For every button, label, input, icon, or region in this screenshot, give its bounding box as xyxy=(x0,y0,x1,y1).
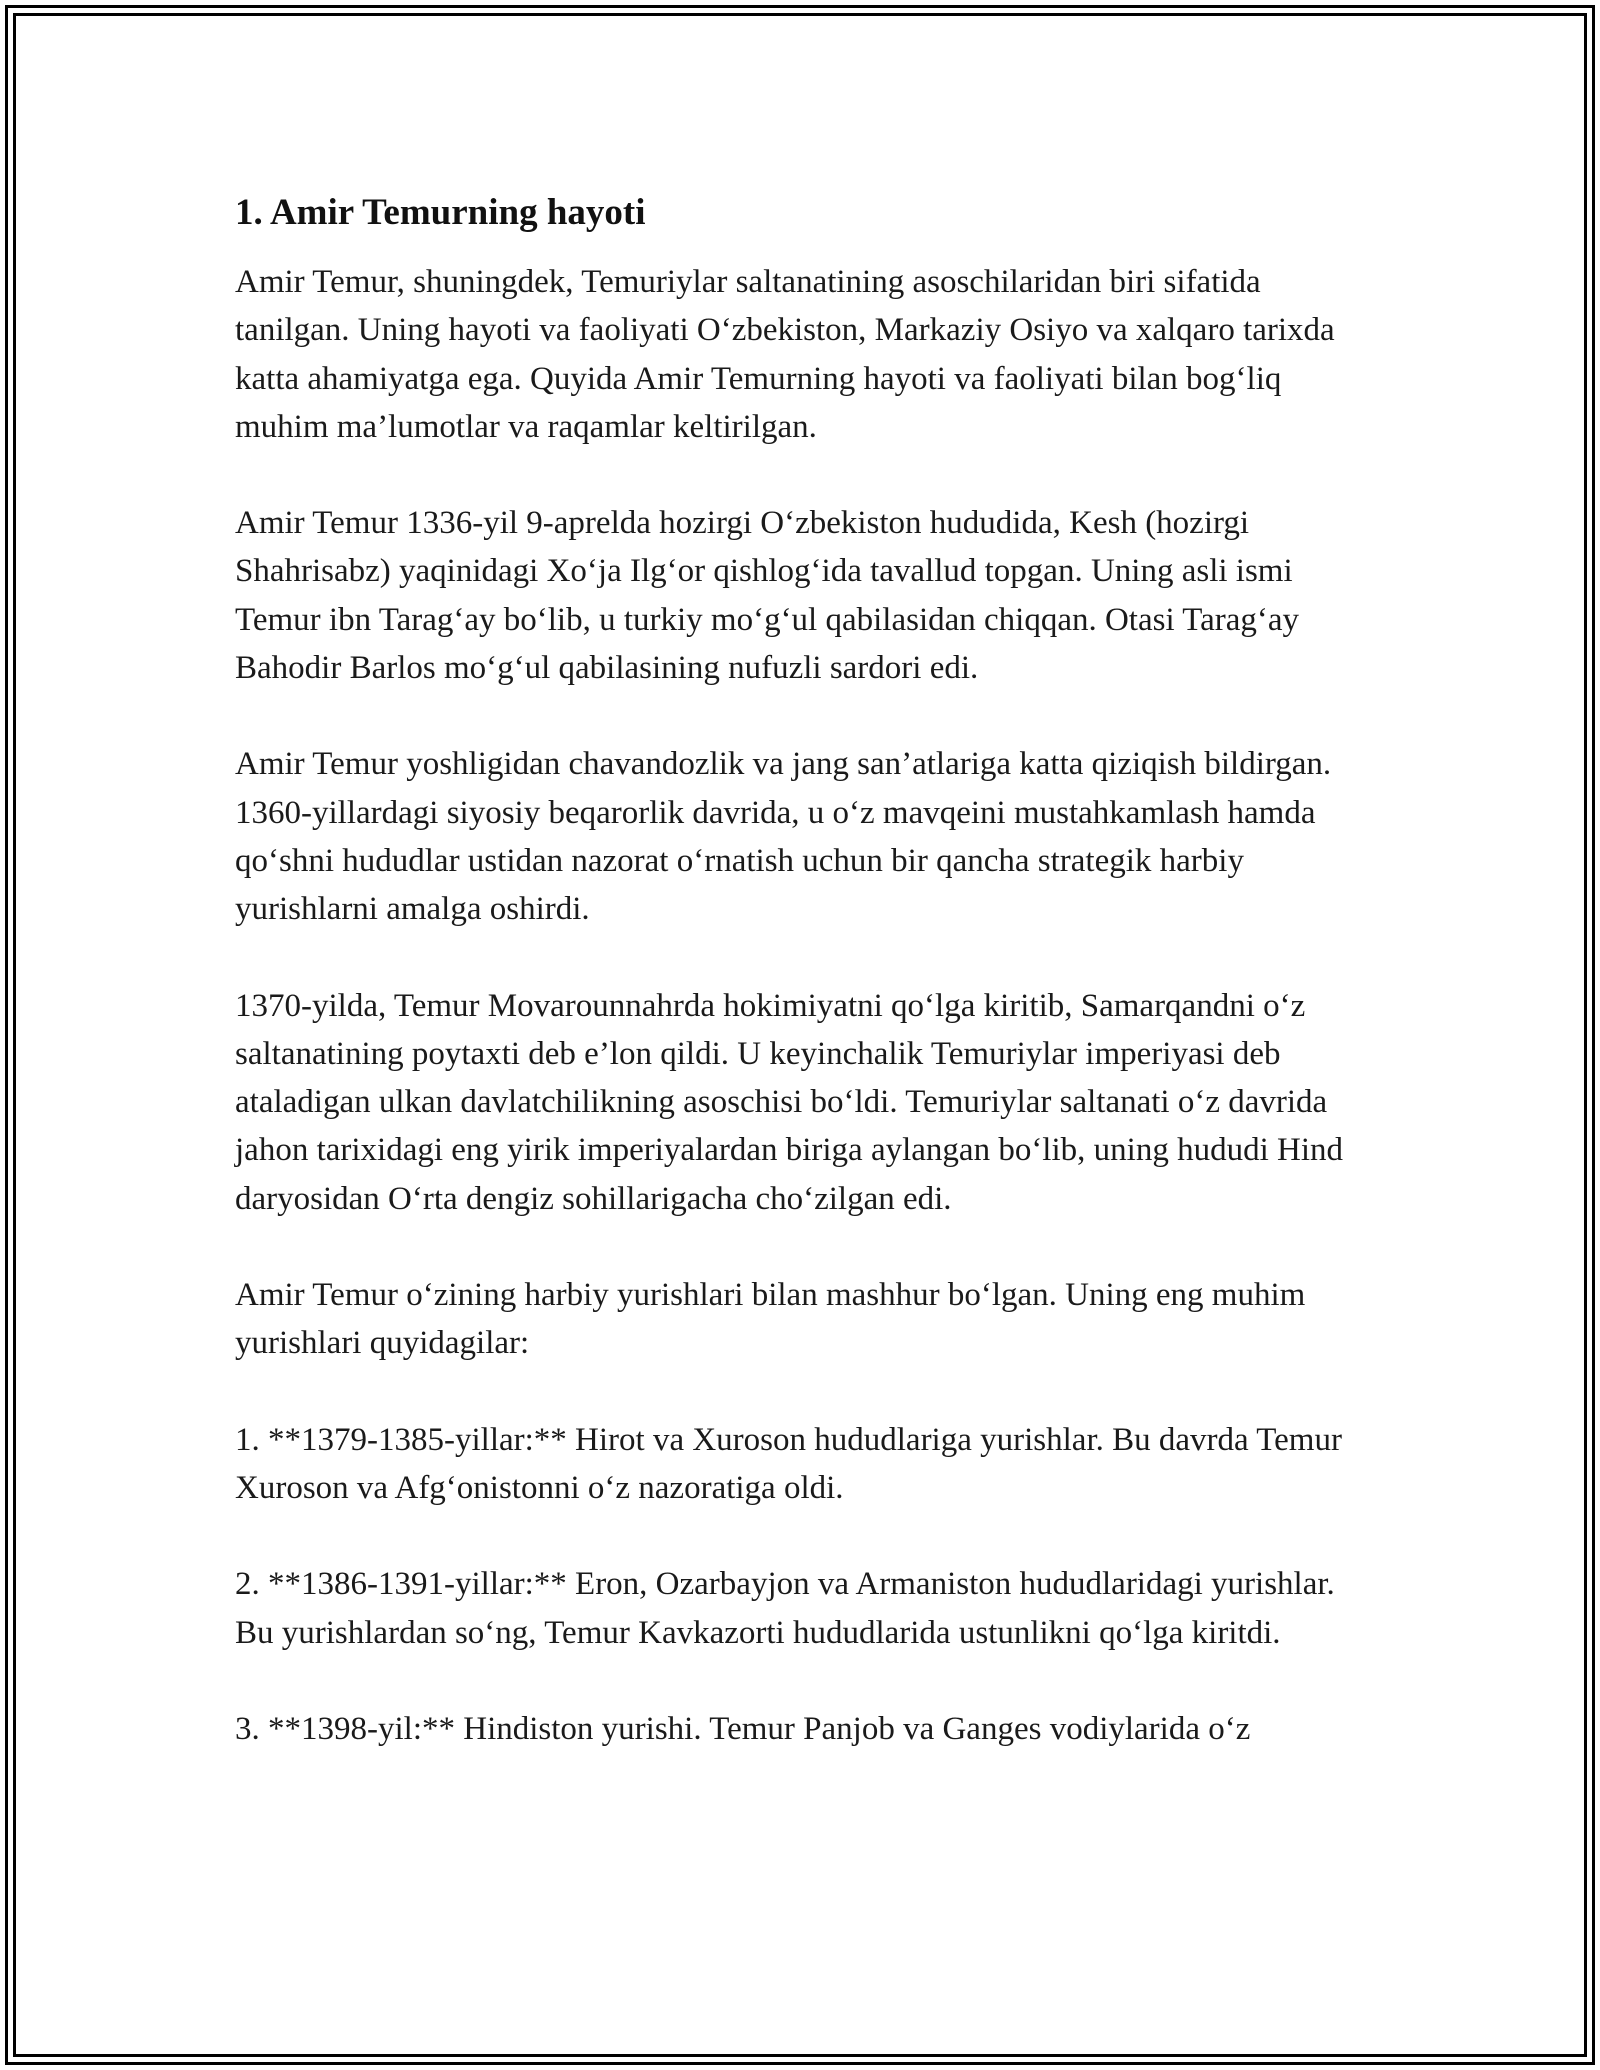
document-body xyxy=(235,188,1380,1753)
list-item-campaign-1: 1. **1379-1385-yillar:** Hirot va Xuroson hududlariga yurishlar. Bu davrda Temur Xuroson va Afg‘onistonni o‘z nazoratiga oldi. xyxy=(235,1421,1342,1506)
paragraph-campaigns-intro: Amir Temur o‘zining harbiy yurishlari bilan mashhur bo‘lgan. Uning eng muhim yurishlari quyidagilar: xyxy=(235,1277,1306,1362)
paragraph-youth: Amir Temur yoshligidan chavandozlik va jang san’atlariga katta qiziqish bildirgan. 1360-yillardagi siyosiy beqarorlik davrida, u o‘z mavqeini mustahkamlash hamda qo‘shni hududlar ustidan nazorat o‘rnatish uchun bir qancha strategik harbiy yurishlarni amalga oshirdi. xyxy=(235,746,1332,928)
list-item-campaign-2: 2. **1386-1391-yillar:** Eron, Ozarbayjon va Armaniston hududlaridagi yurishlar. Bu yurishlardan so‘ng, Temur Kavkazorti hududlarida ustunlikni qo‘lga kiritdi. xyxy=(235,1566,1335,1651)
list-item-campaign-3: 3. **1398-yil:** Hindiston yurishi. Temur Panjob va Ganges vodiylarida o‘z xyxy=(235,1710,1251,1747)
paragraph-birth: Amir Temur 1336-yil 9-aprelda hozirgi O‘zbekiston hududida, Kesh (hozirgi Shahrisabz) yaqinidagi Xo‘ja Ilg‘or qishlog‘ida tavallud topgan. Uning asli ismi Temur ibn Tarag‘ay bo‘lib, u turkiy mo‘g‘ul qabilasidan chiqqan. Otasi Tarag‘ay Bahodir Barlos mo‘g‘ul qabilasining nufuzli sardori edi. xyxy=(235,505,1300,687)
paragraph-empire: 1370-yilda, Temur Movarounnahrda hokimiyatni qo‘lga kiritib, Samarqandni o‘z saltanatining poytaxti deb e’lon qildi. U keyinchalik Temuriylar imperiyasi deb ataladigan ulkan davlatchilikning asoschisi bo‘ldi. Temuriylar saltanati o‘z davrida jahon tarixidagi eng yirik imperiyalardan biriga aylangan bo‘lib, uning hududi Hind daryosidan O‘rta dengiz sohillarigacha cho‘zilgan edi. xyxy=(235,987,1343,1217)
section-heading: 1. Amir Temurning hayoti xyxy=(235,192,646,233)
paragraph-intro: Amir Temur, shuningdek, Temuriylar saltanatining asoschilaridan biri sifatida tanilgan. Uning hayoti va faoliyati O‘zbekiston, Markaziy Osiyo va xalqaro tarixda katta ahamiyatga ega. Quyida Amir Temurning hayoti va faoliyati bilan bog‘liq muhim ma’lumotlar va raqamlar keltirilgan. xyxy=(235,264,1335,445)
